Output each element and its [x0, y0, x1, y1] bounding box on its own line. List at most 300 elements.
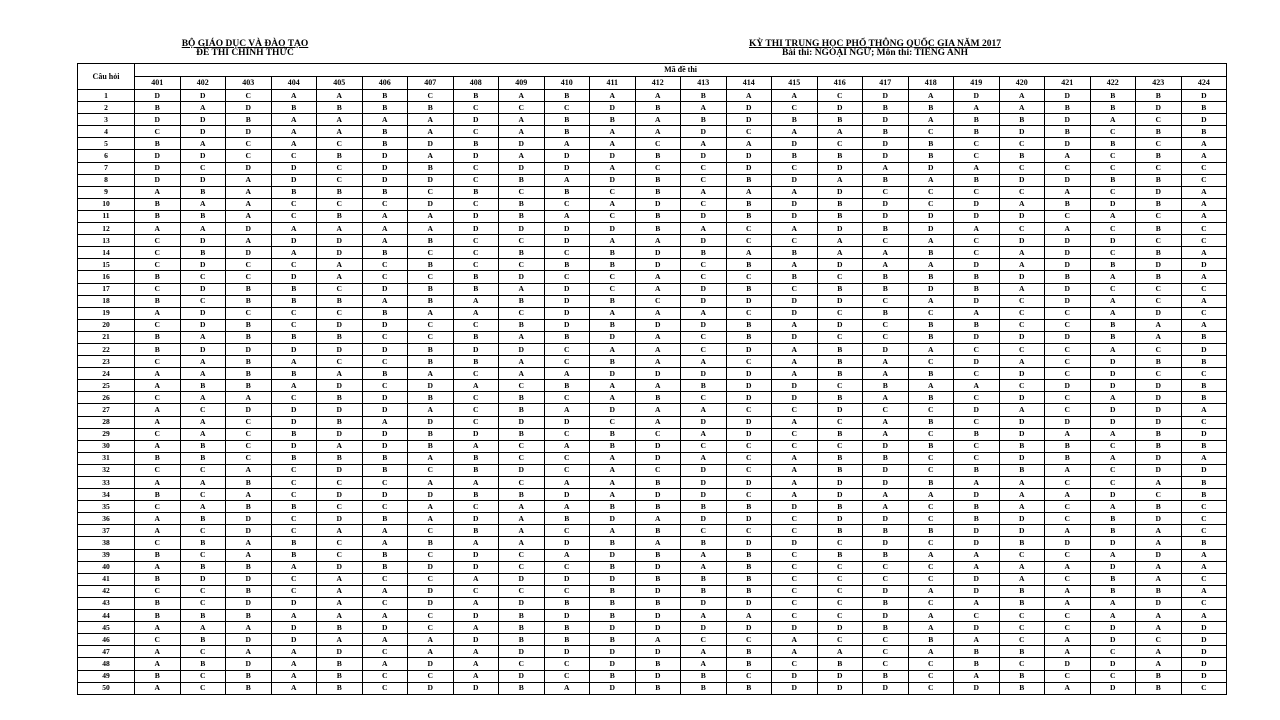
answer-cell: B [226, 380, 272, 392]
answer-cell: D [317, 319, 363, 331]
answer-cell: B [453, 525, 499, 537]
answer-cell: C [271, 210, 317, 222]
answer-cell: C [1045, 610, 1091, 622]
answer-cell: C [1045, 356, 1091, 368]
answer-cell: C [180, 670, 226, 682]
answer-cell: C [590, 186, 636, 198]
answer-cell: C [1181, 682, 1227, 694]
answer-cell: B [362, 186, 408, 198]
question-number-cell: 23 [78, 356, 135, 368]
answer-cell: A [362, 223, 408, 235]
answer-cell: A [1045, 223, 1091, 235]
answer-cell: A [1045, 525, 1091, 537]
answer-cell: C [226, 428, 272, 440]
answer-cell: C [999, 549, 1045, 561]
answer-cell: B [544, 331, 590, 343]
answer-cell: B [1045, 102, 1091, 114]
answer-cell: A [317, 573, 363, 585]
exam-code-cell: 422 [1090, 77, 1136, 90]
answer-cell: B [499, 247, 545, 259]
answer-cell: B [681, 573, 727, 585]
answer-cell: C [726, 307, 772, 319]
answer-cell: A [226, 392, 272, 404]
answer-cell: D [271, 597, 317, 609]
answer-cell: B [499, 319, 545, 331]
answer-cell: C [180, 549, 226, 561]
answer-cell: C [726, 670, 772, 682]
answer-cell: D [1136, 416, 1182, 428]
answer-cell: B [317, 210, 363, 222]
answer-cell: A [271, 610, 317, 622]
answer-cell: C [817, 585, 863, 597]
answer-cell: C [362, 477, 408, 489]
answer-cell: B [1181, 331, 1227, 343]
answer-cell: A [590, 464, 636, 476]
answer-cell: C [1181, 162, 1227, 174]
table-row [78, 247, 1227, 259]
answer-cell: A [681, 610, 727, 622]
question-number-cell: 16 [78, 271, 135, 283]
answer-cell: C [817, 537, 863, 549]
answer-cell: C [271, 477, 317, 489]
answer-cell: D [681, 368, 727, 380]
answer-cell: A [590, 452, 636, 464]
answer-cell: A [681, 428, 727, 440]
answer-cell: C [681, 392, 727, 404]
answer-cell: A [635, 634, 681, 646]
answer-cell: A [180, 501, 226, 513]
answer-cell: A [635, 307, 681, 319]
answer-cell: C [271, 259, 317, 271]
answer-cell: B [362, 126, 408, 138]
answer-cell: D [1136, 464, 1182, 476]
answer-cell: C [863, 573, 909, 585]
answer-cell: A [408, 513, 454, 525]
answer-cell: C [954, 150, 1000, 162]
answer-cell: C [681, 271, 727, 283]
answer-cell: C [908, 573, 954, 585]
answer-cell: D [590, 404, 636, 416]
answer-cell: B [863, 525, 909, 537]
answer-cell: B [499, 634, 545, 646]
answer-cell: C [817, 380, 863, 392]
answer-cell: D [863, 537, 909, 549]
answer-cell: D [544, 150, 590, 162]
answer-cell: B [954, 126, 1000, 138]
answer-cell: D [1090, 368, 1136, 380]
answer-cell: A [135, 186, 181, 198]
answer-cell: C [408, 247, 454, 259]
answer-cell: D [726, 295, 772, 307]
answer-cell: D [1136, 392, 1182, 404]
answer-cell: D [271, 634, 317, 646]
answer-cell: B [226, 368, 272, 380]
answer-cell: C [1045, 307, 1091, 319]
answer-cell: D [863, 138, 909, 150]
answer-cell: C [453, 319, 499, 331]
answer-cell: C [1136, 368, 1182, 380]
answer-cell: B [544, 114, 590, 126]
question-number-cell: 26 [78, 392, 135, 404]
answer-cell: C [271, 585, 317, 597]
answer-cell: C [499, 440, 545, 452]
answer-cell: D [408, 174, 454, 186]
answer-cell: B [681, 247, 727, 259]
answer-cell: A [954, 102, 1000, 114]
answer-cell: B [180, 634, 226, 646]
answer-cell: A [135, 404, 181, 416]
answer-cell: D [1181, 114, 1227, 126]
answer-cell: C [681, 525, 727, 537]
exam-code-cell: 403 [226, 77, 272, 90]
answer-cell: A [317, 271, 363, 283]
answer-cell: A [544, 210, 590, 222]
answer-cell: C [271, 464, 317, 476]
answer-cell: C [726, 525, 772, 537]
question-number-cell: 32 [78, 464, 135, 476]
answer-cell: B [590, 610, 636, 622]
answer-cell: D [453, 150, 499, 162]
answer-cell: B [954, 501, 1000, 513]
answer-cell: A [954, 380, 1000, 392]
answer-cell: A [1181, 210, 1227, 222]
answer-cell: C [999, 223, 1045, 235]
answer-cell: C [544, 585, 590, 597]
answer-cell: B [817, 525, 863, 537]
table-row [78, 477, 1227, 489]
answer-cell: A [180, 198, 226, 210]
answer-cell: B [726, 501, 772, 513]
table-row [78, 162, 1227, 174]
answer-cell: A [999, 489, 1045, 501]
answer-cell: C [772, 585, 818, 597]
answer-cell: B [226, 319, 272, 331]
answer-cell: C [453, 404, 499, 416]
answer-cell: B [135, 210, 181, 222]
answer-cell: A [499, 126, 545, 138]
answer-cell: D [635, 622, 681, 634]
answer-cell: B [635, 186, 681, 198]
answer-cell: B [1136, 247, 1182, 259]
answer-cell: D [1090, 561, 1136, 573]
answer-cell: B [635, 501, 681, 513]
answer-cell: A [1090, 549, 1136, 561]
answer-cell: B [999, 670, 1045, 682]
answer-cell: A [226, 464, 272, 476]
answer-cell: D [317, 464, 363, 476]
answer-cell: C [180, 271, 226, 283]
answer-cell: B [681, 90, 727, 102]
answer-cell: B [1090, 331, 1136, 343]
question-number-cell: 45 [78, 622, 135, 634]
answer-cell: A [1090, 597, 1136, 609]
answer-cell: B [544, 634, 590, 646]
answer-cell: A [772, 259, 818, 271]
answer-cell: B [635, 392, 681, 404]
answer-cell: A [772, 223, 818, 235]
answer-cell: D [681, 477, 727, 489]
answer-cell: C [453, 235, 499, 247]
answer-cell: A [908, 343, 954, 355]
answer-cell: D [726, 537, 772, 549]
answer-cell: B [817, 150, 863, 162]
answer-cell: A [635, 331, 681, 343]
answer-cell: C [544, 428, 590, 440]
answer-cell: D [817, 186, 863, 198]
answer-cell: A [226, 210, 272, 222]
table-row [78, 404, 1227, 416]
answer-cell: D [954, 404, 1000, 416]
answer-cell: A [999, 283, 1045, 295]
answer-cell: D [499, 271, 545, 283]
answer-cell: A [590, 162, 636, 174]
exam-code-cell: 413 [681, 77, 727, 90]
answer-cell: A [1045, 634, 1091, 646]
answer-cell: D [180, 174, 226, 186]
answer-cell: B [499, 404, 545, 416]
answer-cell: D [954, 90, 1000, 102]
answer-cell: D [544, 537, 590, 549]
answer-cell: A [271, 114, 317, 126]
answer-cell: B [999, 682, 1045, 694]
answer-cell: B [908, 634, 954, 646]
answer-cell: C [408, 90, 454, 102]
answer-cell: A [362, 235, 408, 247]
answer-cell: A [954, 549, 1000, 561]
answer-cell: A [362, 210, 408, 222]
answer-cell: A [999, 477, 1045, 489]
question-number-cell: 17 [78, 283, 135, 295]
answer-cell: A [863, 259, 909, 271]
answer-cell: B [908, 319, 954, 331]
question-number-cell: 7 [78, 162, 135, 174]
answer-cell: D [135, 90, 181, 102]
answer-cell: B [908, 368, 954, 380]
answer-cell: B [954, 271, 1000, 283]
answer-cell: D [180, 343, 226, 355]
answer-cell: A [817, 247, 863, 259]
answer-cell: A [1136, 319, 1182, 331]
answer-cell: C [135, 126, 181, 138]
answer-cell: C [1136, 114, 1182, 126]
answer-cell: A [635, 283, 681, 295]
question-number-cell: 42 [78, 585, 135, 597]
answer-cell: C [317, 549, 363, 561]
answer-cell: C [1090, 186, 1136, 198]
answer-cell: A [499, 356, 545, 368]
answer-cell: C [180, 682, 226, 694]
answer-cell: B [1136, 428, 1182, 440]
answer-cell: B [135, 610, 181, 622]
answer-cell: C [453, 392, 499, 404]
answer-cell: C [362, 501, 408, 513]
answer-cell: C [453, 368, 499, 380]
answer-cell: D [1045, 90, 1091, 102]
answer-cell: A [317, 223, 363, 235]
answer-cell: B [817, 658, 863, 670]
answer-cell: A [408, 307, 454, 319]
answer-cell: C [271, 150, 317, 162]
answer-cell: C [954, 440, 1000, 452]
answer-cell: C [408, 525, 454, 537]
answer-cell: B [590, 501, 636, 513]
answer-cell: A [226, 235, 272, 247]
answer-cell: A [499, 368, 545, 380]
answer-cell: D [453, 561, 499, 573]
answer-cell: A [726, 90, 772, 102]
answer-cell: B [499, 622, 545, 634]
answer-cell: C [954, 452, 1000, 464]
answer-cell: D [954, 489, 1000, 501]
answer-cell: C [453, 162, 499, 174]
answer-cell: A [408, 634, 454, 646]
answer-cell: A [362, 416, 408, 428]
exam-code-cell: 402 [180, 77, 226, 90]
answer-cell: B [681, 114, 727, 126]
answer-cell: D [226, 223, 272, 235]
answer-cell: D [271, 404, 317, 416]
answer-cell: C [772, 102, 818, 114]
answer-cell: A [1090, 392, 1136, 404]
answer-cell: D [863, 464, 909, 476]
answer-cell: A [1181, 271, 1227, 283]
table-row [78, 658, 1227, 670]
answer-cell: D [135, 174, 181, 186]
answer-cell: D [226, 634, 272, 646]
answer-cell: C [135, 634, 181, 646]
answer-cell: D [681, 295, 727, 307]
answer-cell: C [180, 404, 226, 416]
answer-cell: C [954, 416, 1000, 428]
table-row [78, 223, 1227, 235]
answer-cell: B [908, 440, 954, 452]
answer-cell: C [544, 561, 590, 573]
answer-cell: B [362, 513, 408, 525]
answer-cell: C [135, 356, 181, 368]
answer-cell: B [590, 537, 636, 549]
answer-cell: A [863, 162, 909, 174]
answer-cell: C [590, 283, 636, 295]
table-row [78, 380, 1227, 392]
exam-code-cell: 418 [908, 77, 954, 90]
answer-cell: D [180, 307, 226, 319]
answer-cell: A [681, 646, 727, 658]
answer-cell: C [954, 368, 1000, 380]
answer-cell: B [590, 670, 636, 682]
answer-cell: D [999, 416, 1045, 428]
answer-cell: D [544, 162, 590, 174]
answer-cell: D [817, 489, 863, 501]
answer-cell: D [408, 658, 454, 670]
answer-cell: B [180, 658, 226, 670]
answer-cell: D [271, 440, 317, 452]
answer-cell: C [499, 549, 545, 561]
answer-cell: C [817, 610, 863, 622]
answer-cell: C [726, 235, 772, 247]
exam-code-cell: 405 [317, 77, 363, 90]
answer-cell: B [1090, 585, 1136, 597]
answer-cell: A [499, 331, 545, 343]
answer-cell: D [863, 90, 909, 102]
answer-cell: A [499, 90, 545, 102]
answer-cell: B [1045, 452, 1091, 464]
answer-cell: C [271, 573, 317, 585]
answer-cell: C [453, 174, 499, 186]
answer-cell: C [453, 102, 499, 114]
answer-cell: D [863, 513, 909, 525]
answer-cell: B [226, 295, 272, 307]
answer-cell: D [681, 150, 727, 162]
exam-code-header: Mã đề thi [135, 64, 1227, 77]
question-column-header: Câu hỏi [78, 64, 135, 90]
answer-cell: A [135, 525, 181, 537]
answer-cell: D [317, 343, 363, 355]
answer-cell: C [1045, 368, 1091, 380]
answer-cell: D [362, 319, 408, 331]
answer-cell: A [1045, 464, 1091, 476]
answer-cell: B [544, 597, 590, 609]
answer-cell: D [1136, 307, 1182, 319]
table-row [78, 356, 1227, 368]
table-row [78, 610, 1227, 622]
answer-cell: A [271, 380, 317, 392]
answer-cell: B [863, 102, 909, 114]
answer-cell: A [635, 114, 681, 126]
answer-cell: C [499, 259, 545, 271]
answer-cell: D [726, 150, 772, 162]
answer-cell: D [681, 464, 727, 476]
answer-cell: A [1136, 658, 1182, 670]
answer-cell: B [908, 247, 954, 259]
answer-cell: A [635, 416, 681, 428]
answer-cell: C [590, 210, 636, 222]
answer-cell: D [817, 162, 863, 174]
answer-cell: A [863, 356, 909, 368]
answer-cell: C [135, 464, 181, 476]
answer-cell: A [1181, 247, 1227, 259]
answer-cell: A [772, 464, 818, 476]
answer-cell: C [726, 126, 772, 138]
answer-cell: B [453, 452, 499, 464]
answer-cell: B [408, 235, 454, 247]
answer-cell: B [817, 549, 863, 561]
answer-cell: D [135, 114, 181, 126]
answer-cell: A [1181, 150, 1227, 162]
answer-cell: B [1181, 392, 1227, 404]
answer-cell: C [362, 573, 408, 585]
question-number-cell: 21 [78, 331, 135, 343]
answer-cell: D [635, 561, 681, 573]
answer-cell: D [408, 585, 454, 597]
answer-cell: A [772, 126, 818, 138]
exam-code-cell: 420 [999, 77, 1045, 90]
answer-cell: D [726, 597, 772, 609]
answer-cell: A [1090, 343, 1136, 355]
answer-cell: A [453, 380, 499, 392]
answer-cell: A [408, 126, 454, 138]
table-row [78, 271, 1227, 283]
answer-cell: C [1045, 404, 1091, 416]
answer-cell: B [954, 428, 1000, 440]
answer-cell: B [499, 610, 545, 622]
answer-cell: B [135, 670, 181, 682]
answer-cell: A [1045, 585, 1091, 597]
answer-cell: A [590, 380, 636, 392]
answer-cell: C [1090, 464, 1136, 476]
answer-cell: C [408, 186, 454, 198]
question-number-cell: 11 [78, 210, 135, 222]
answer-cell: B [226, 501, 272, 513]
